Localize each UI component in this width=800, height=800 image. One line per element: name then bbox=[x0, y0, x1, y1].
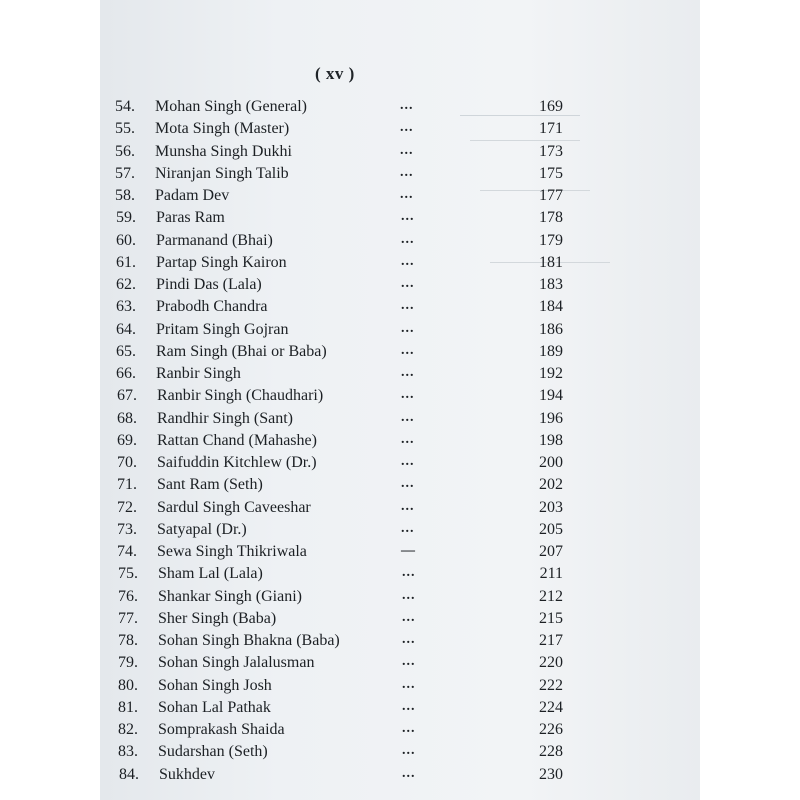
toc-entry bbox=[100, 699, 700, 721]
leader-dots: ... bbox=[402, 765, 416, 781]
toc-entry bbox=[100, 543, 700, 565]
entry-page-number: 169 bbox=[539, 98, 563, 115]
entry-page-number: 183 bbox=[539, 276, 563, 293]
entry-name: Somprakash Shaida bbox=[158, 721, 285, 738]
leader-dots: ... bbox=[401, 209, 415, 225]
toc-entry bbox=[100, 565, 700, 587]
entry-number: 78. bbox=[118, 632, 138, 649]
leader-dots: ... bbox=[401, 409, 415, 425]
toc-entry bbox=[100, 654, 700, 676]
leader-dots: ... bbox=[401, 454, 415, 469]
entry-page-number: 175 bbox=[539, 164, 563, 182]
entry-name: Sohan Lal Pathak bbox=[158, 698, 271, 716]
leader-dots: ... bbox=[401, 298, 415, 314]
toc-entry bbox=[100, 743, 700, 765]
toc-entry bbox=[100, 209, 700, 231]
entry-page-number: 177 bbox=[539, 187, 563, 204]
entry-number: 58. bbox=[115, 187, 135, 204]
entry-number: 68. bbox=[117, 409, 137, 427]
entry-name: Sewa Singh Thikriwala bbox=[157, 543, 307, 560]
toc-entry bbox=[100, 499, 700, 521]
entry-name: Sher Singh (Baba) bbox=[158, 609, 277, 627]
entry-name: Niranjan Singh Talib bbox=[155, 164, 289, 182]
leader-dots: ... bbox=[401, 498, 415, 514]
toc-entry bbox=[100, 454, 700, 476]
entry-name: Shankar Singh (Giani) bbox=[158, 587, 302, 605]
entry-name: Partap Singh Kairon bbox=[156, 253, 287, 271]
toc-entry bbox=[100, 343, 700, 365]
entry-number: 82. bbox=[118, 721, 138, 738]
leader-dots: ... bbox=[402, 654, 416, 670]
entry-page-number: 222 bbox=[539, 676, 563, 694]
leader-dots: ... bbox=[400, 164, 414, 180]
toc-entry bbox=[100, 120, 700, 142]
entry-number: 67. bbox=[117, 387, 137, 405]
entry-page-number: 215 bbox=[539, 609, 563, 627]
toc-entry bbox=[100, 387, 700, 409]
entry-name: Pindi Das (Lala) bbox=[156, 276, 262, 293]
leader-dots: ... bbox=[401, 253, 415, 269]
entry-page-number: 205 bbox=[539, 520, 563, 538]
entry-number: 72. bbox=[117, 498, 137, 516]
entry-number: 66. bbox=[116, 365, 136, 382]
entry-name: Ram Singh (Bhai or Baba) bbox=[156, 342, 327, 360]
entry-name: Ranbir Singh bbox=[156, 365, 241, 382]
toc-entry bbox=[100, 521, 700, 543]
leader-dots: ... bbox=[400, 98, 414, 113]
entry-number: 55. bbox=[115, 120, 135, 138]
leader-dots: ... bbox=[402, 609, 416, 625]
entry-page-number: 192 bbox=[539, 365, 563, 382]
entry-page-number: 207 bbox=[539, 543, 563, 560]
entry-page-number: 186 bbox=[539, 320, 563, 338]
toc-entry bbox=[100, 254, 700, 276]
entry-number: 76. bbox=[118, 587, 138, 605]
leader-dots: ... bbox=[401, 276, 415, 291]
book-page bbox=[100, 0, 700, 800]
entry-page-number: 217 bbox=[539, 632, 563, 649]
entry-number: 61. bbox=[116, 253, 136, 271]
leader-dots: ... bbox=[402, 743, 416, 759]
entry-number: 56. bbox=[115, 142, 135, 160]
leader-dots: ... bbox=[401, 476, 415, 492]
entry-page-number: 202 bbox=[539, 476, 563, 494]
entry-name: Sudarshan (Seth) bbox=[158, 743, 268, 761]
entry-name: Rattan Chand (Mahashe) bbox=[157, 431, 317, 449]
entry-name: Munsha Singh Dukhi bbox=[155, 142, 292, 160]
entry-number: 57. bbox=[115, 164, 135, 182]
entry-number: 74. bbox=[117, 543, 137, 560]
leader-dots: ... bbox=[402, 565, 416, 581]
entry-name: Randhir Singh (Sant) bbox=[157, 409, 293, 427]
toc-entry bbox=[100, 98, 700, 120]
entry-page-number: 198 bbox=[539, 431, 563, 449]
entry-page-number: 196 bbox=[539, 409, 563, 427]
leader-dots: ... bbox=[401, 387, 415, 403]
leader-dots: ... bbox=[402, 632, 416, 647]
entry-page-number: 178 bbox=[539, 209, 563, 227]
toc-entry bbox=[100, 232, 700, 254]
entry-name: Sohan Singh Bhakna (Baba) bbox=[158, 632, 340, 649]
entry-name: Sohan Singh Josh bbox=[158, 676, 272, 694]
leader-dots: ... bbox=[401, 431, 415, 447]
entry-name: Sham Lal (Lala) bbox=[158, 565, 263, 583]
leader-dots: ... bbox=[400, 187, 414, 202]
entry-name: Sardul Singh Caveeshar bbox=[157, 498, 311, 516]
entry-number: 71. bbox=[117, 476, 137, 494]
leader-dots: ... bbox=[401, 342, 415, 358]
entry-page-number: 179 bbox=[539, 231, 563, 249]
entry-page-number: 211 bbox=[539, 565, 563, 583]
leader-dots: ... bbox=[402, 676, 416, 692]
toc-entry bbox=[100, 632, 700, 654]
entry-page-number: 184 bbox=[539, 298, 563, 316]
toc-entry bbox=[100, 276, 700, 298]
leader-dots: ... bbox=[401, 320, 415, 336]
toc-entry bbox=[100, 143, 700, 165]
entry-page-number: 220 bbox=[539, 654, 563, 672]
entry-name: Paras Ram bbox=[156, 209, 225, 227]
entry-page-number: 189 bbox=[539, 342, 563, 360]
entry-number: 75. bbox=[118, 565, 138, 583]
toc-entry bbox=[100, 365, 700, 387]
leader-dots: ... bbox=[401, 520, 415, 536]
entry-page-number: 224 bbox=[539, 698, 563, 716]
entry-number: 81. bbox=[118, 698, 138, 716]
entry-number: 63. bbox=[116, 298, 136, 316]
entry-number: 70. bbox=[117, 454, 137, 471]
leader-dots: ... bbox=[401, 365, 415, 380]
entry-name: Sohan Singh Jalalusman bbox=[158, 654, 315, 672]
entry-number: 54. bbox=[115, 98, 135, 115]
entry-name: Saifuddin Kitchlew (Dr.) bbox=[157, 454, 317, 471]
entry-number: 62. bbox=[116, 276, 136, 293]
table-of-contents bbox=[100, 0, 700, 800]
leader-dots: ... bbox=[402, 721, 416, 736]
toc-entry bbox=[100, 321, 700, 343]
entry-name: Mota Singh (Master) bbox=[155, 120, 290, 138]
entry-page-number: 230 bbox=[539, 765, 563, 783]
entry-number: 64. bbox=[116, 320, 136, 338]
toc-entry bbox=[100, 766, 700, 788]
entry-number: 59. bbox=[116, 209, 136, 227]
entry-page-number: 203 bbox=[539, 498, 563, 516]
entry-name: Pritam Singh Gojran bbox=[156, 320, 289, 338]
entry-name: Ranbir Singh (Chaudhari) bbox=[157, 387, 324, 405]
entry-number: 69. bbox=[117, 431, 137, 449]
entry-number: 80. bbox=[118, 676, 138, 694]
entry-name: Sukhdev bbox=[159, 765, 215, 783]
leader-dots: ... bbox=[401, 231, 415, 247]
toc-entry bbox=[100, 721, 700, 743]
entry-page-number: 181 bbox=[539, 253, 563, 271]
toc-entry bbox=[100, 476, 700, 498]
entry-page-number: 171 bbox=[539, 120, 563, 138]
entry-page-number: 200 bbox=[539, 454, 563, 471]
entry-name: Padam Dev bbox=[155, 187, 230, 204]
leader-dots: ... bbox=[400, 142, 414, 158]
entry-number: 84. bbox=[119, 765, 139, 783]
entry-number: 60. bbox=[116, 231, 136, 249]
leader-dots: — bbox=[401, 543, 416, 558]
toc-entry bbox=[100, 432, 700, 454]
entry-name: Mohan Singh (General) bbox=[155, 98, 307, 115]
toc-entry bbox=[100, 588, 700, 610]
leader-dots: ... bbox=[400, 120, 414, 136]
entry-name: Sant Ram (Seth) bbox=[157, 476, 263, 494]
entry-number: 77. bbox=[118, 609, 138, 627]
leader-dots: ... bbox=[402, 587, 416, 603]
page-number: ( xv ) bbox=[315, 64, 355, 83]
toc-entry bbox=[100, 410, 700, 432]
entry-name: Satyapal (Dr.) bbox=[157, 520, 247, 538]
entry-number: 73. bbox=[117, 520, 137, 538]
toc-entry bbox=[100, 610, 700, 632]
entry-page-number: 194 bbox=[539, 387, 563, 405]
entry-page-number: 212 bbox=[539, 587, 563, 605]
entry-number: 65. bbox=[116, 342, 136, 360]
entry-number: 83. bbox=[118, 743, 138, 761]
leader-dots: ... bbox=[402, 698, 416, 714]
entry-page-number: 173 bbox=[539, 142, 563, 160]
entry-name: Prabodh Chandra bbox=[156, 298, 268, 316]
toc-entry bbox=[100, 298, 700, 320]
toc-entry bbox=[100, 165, 700, 187]
entry-page-number: 226 bbox=[539, 721, 563, 738]
entry-name: Parmanand (Bhai) bbox=[156, 231, 273, 249]
toc-entry bbox=[100, 677, 700, 699]
entry-number: 79. bbox=[118, 654, 138, 672]
toc-entry bbox=[100, 187, 700, 209]
entry-page-number: 228 bbox=[539, 743, 563, 761]
